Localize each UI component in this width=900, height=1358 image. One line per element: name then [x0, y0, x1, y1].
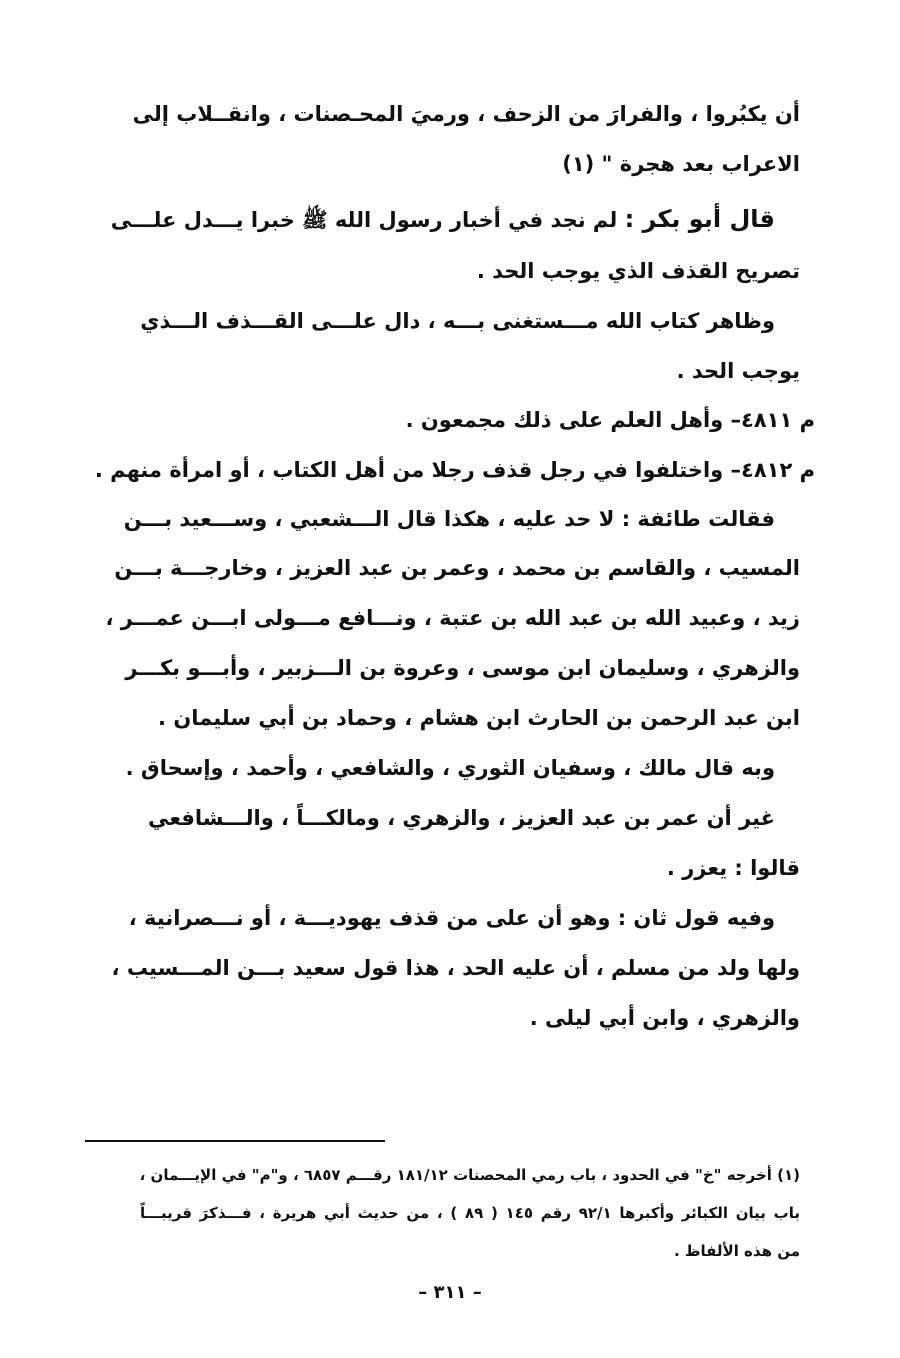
- numbered-entry: م ٤٨١٢– واختلفوا في رجل قذف رجلا من أهل الكتاب ، أو امرأة منهم .: [94, 458, 815, 482]
- text-line: وظاهر كتاب الله مـــستغنى بـــه ، دال علـــى القـــذف الـــذي: [140, 309, 775, 333]
- page-number: – ٣١١ –: [418, 1282, 482, 1303]
- text-line: [110, 204, 775, 235]
- text-line: الاعراب بعد هجرة " (١): [562, 152, 800, 176]
- footnote-line: باب بيان الكبائر وأكبرها ٩٢/١ رقم ١٤٥ ( ٨٩ ) ، من حديث أبي هريرة ، فـــذكرَ قريبـــاً: [140, 1204, 800, 1222]
- text-line: ولها ولد من مسلم ، أن عليه الحد ، هذا قول سعيد بـــن المـــسيب ،: [111, 956, 800, 980]
- text-line: المسيب ، والقاسم بن محمد ، وعمر بن عبد العزيز ، وخارجـــة بـــن: [114, 556, 800, 580]
- text-line: تصريح القذف الذي يوجب الحد .: [476, 259, 800, 283]
- numbered-entry: م ٤٨١١– وأهل العلم على ذلك مجمعون .: [405, 408, 815, 432]
- text-line: فقالت طائفة : لا حد عليه ، هكذا قال الـــشعبي ، وســـعيد بـــن: [123, 507, 775, 531]
- text-line: والزهري ، وسليمان ابن موسى ، وعروة بن الـــزبير ، وأبـــو بكـــر: [125, 656, 800, 680]
- text-line: زيد ، وعبيد الله بن عبد الله بن عتبة ، ونـــافع مـــولى ابـــن عمـــر ،: [105, 606, 800, 630]
- text-line: ابن عبد الرحمن بن الحارث ابن هشام ، وحماد بن أبي سليمان .: [158, 706, 800, 730]
- text-line: وبه قال مالك ، وسفيان الثوري ، والشافعي ، وأحمد ، وإسحاق .: [125, 756, 775, 780]
- text-line: وفيه قول ثان : وهو أن على من قذف يهوديـــة ، أو نـــصرانية ،: [128, 906, 775, 930]
- text-fragment: لم نجد في أخبار رسول الله ﷺ خبرا يـــدل علـــى: [110, 208, 618, 232]
- footnote-divider: [85, 1140, 385, 1142]
- text-line: غير أن عمر بن عبد العزيز ، والزهري ، ومالكـــاً ، والـــشافعي: [147, 806, 775, 830]
- footnote-line: من هذه الألفاظ .: [673, 1242, 800, 1260]
- text-line: أن يكبُروا ، والفرارَ من الزحف ، ورميَ المحـصنات ، وانقــلاب إلى: [132, 102, 800, 126]
- speaker-label: قال أبو بكر :: [624, 205, 775, 233]
- text-line: قالوا : يعزر .: [666, 856, 800, 880]
- text-line: والزهري ، وابن أبي ليلى .: [529, 1006, 800, 1030]
- text-line: يوجب الحد .: [676, 359, 800, 383]
- footnote-line: (١) أخرجه "خ" في الحدود ، باب رمي المحصنات ١٨١/١٢ رقـــم ٦٨٥٧ ، و"م" في الإيـــمان ،: [139, 1166, 800, 1184]
